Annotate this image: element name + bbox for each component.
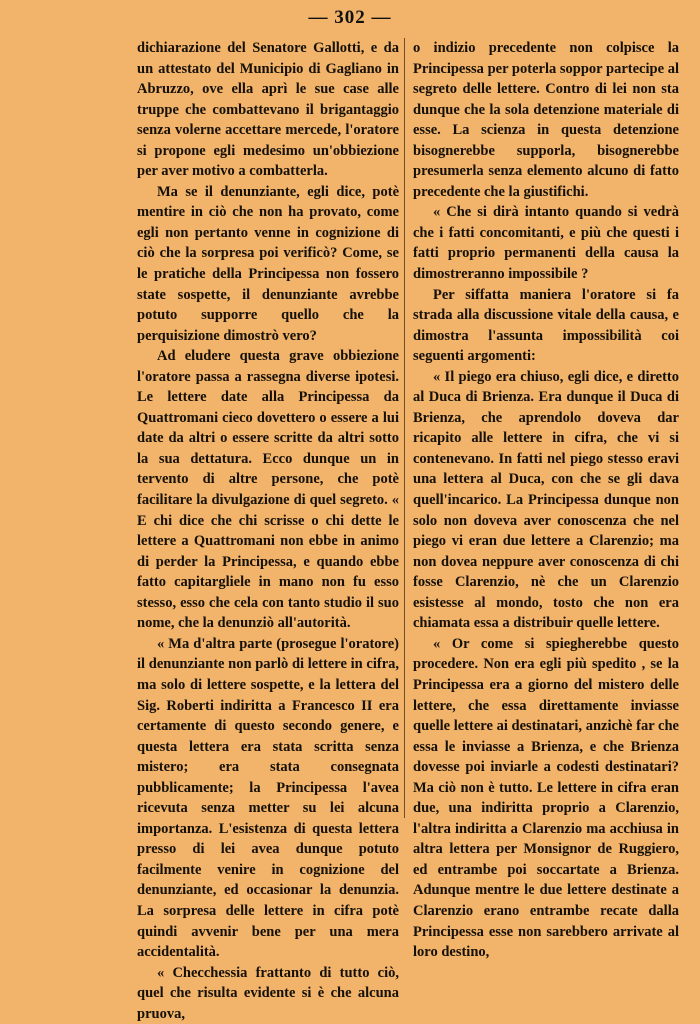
right-column bbox=[413, 38, 679, 963]
left-column bbox=[137, 38, 399, 1024]
right-paragraph-3: Per siffatta maniera l'oratore si fa strada alla discussione vitale della causa, e dimostra l'assunta impossibilità coi seguenti argomenti: bbox=[413, 286, 679, 365]
page-number: — 302 — bbox=[308, 7, 392, 28]
left-paragraph-2: Ma se il denunziante, egli dice, potè mentire in ciò che non ha provato, come egli non pertanto venne in cognizione di ciò che la sorpresa poi verificò? Come, se le pratiche della Principessa non fossero state sospette, il denunziante avrebbe potuto supporre quello che la perquisizione dimostrò vero? bbox=[137, 183, 399, 344]
left-paragraph-4: « Ma d'altra parte (prosegue l'oratore) il denunziante non parlò di lettere in cifra, ma solo di lettere sospette, e la lettera del Sig. Roberti indiritta a Francesco II era certamente di questo secondo genere, e questa lettera era stata scritta senza mistero; era stata consegnata pubblicamente; la Principessa l'avea ricevuta senza metter su lei alcuna importanza. L'esistenza di questa lettera presso di lei avea dunque potuto facilmente venire in cognizione del denunziante, ed occasionar la denunzia. La sorpresa delle lettere in cifra potè quindi avvenir bene per una mera accidentalità. bbox=[137, 635, 399, 961]
left-paragraph-3: Ad eludere questa grave obbiezione l'oratore passa a rassegna diverse ipotesi. Le lettere date alla Principessa da Quattromani cieco dovettero o essere a lui date da altri o essere scritte da altri sotto la sua dettatura. Ecco dunque un in tervento di altre persone, che potè facilitare la divulgazione di quel segreto. « E chi dice che chi scrisse o chi dette le lettere a Quattromani non ebbe in animo di perder la Principessa, e quando ebbe fatto capitargliele in mano non fu esso stesso, esso che cela con tanto studio il suo nome, che la denunziò all'autorità. bbox=[137, 348, 399, 632]
left-paragraph-5: « Checchessia frattanto di tutto ciò, quel che risulta evidente si è che alcuna pruova, bbox=[137, 964, 399, 1022]
left-paragraph-1: dichiarazione del Senatore Gallotti, e da un attestato del Municipio di Gagliano in Abruzzo, ove ella aprì le sue case alle truppe che combattevano il brigantaggio senza volerne accettare mercede, l'oratore si propone egli medesimo un'obbiezione per aver motivo a combatterla. bbox=[137, 40, 399, 180]
column-divider bbox=[404, 38, 405, 818]
right-paragraph-1: o indizio precedente non colpisce la Principessa per poterla soppor partecipe al segreto delle lettere. Contro di lei non sta dunque che la sola detenzione materiale di esse. La scienza in questa detenzione bisognerebbe supporla, bisognerebbe presumerla senza elemento alcuno di fatto precedente che la giustifichi. bbox=[413, 40, 679, 200]
right-paragraph-4: « Il piego era chiuso, egli dice, e diretto al Duca di Brienza. Era dunque il Duca di Brienza, che aprendolo doveva dar ricapito alle lettere in cifra, che vi si contenevano. In fatti nel piego stesso eravi una lettera al Duca, con che se gli dava quell'incarico. La Principessa dunque non solo non doveva aver conoscenza che nel piego vi eran due lettere a Clarenzio; ma non dovea neppure aver conoscenza di chi fosse Clarenzio, nè che un Clarenzio esistesse al mondo, tosto che non era chiamata essa a distribuir quelle lettere. bbox=[413, 368, 679, 632]
right-paragraph-5: « Or come si spiegherebbe questo procedere. Non era egli più spedito , se la Principessa era a giorno del mistero delle lettere, che essa direttamente inviasse quelle lettere ai destinatari, anzichè far che essa le inviasse a Brienza, e che Brienza dovesse poi inviarle a codesti destinatari? Ma ciò non è tutto. Le lettere in cifra eran due, una indiritta proprio a Clarenzio, l'altra indiritta a Clarenzio ma acchiusa in altra lettera per Monsignor de Ruggiero, ed entrambe poi soccartate a Brienza. Adunque mentre le due lettere destinate a Clarenzio erano entrambe recate dalla Principessa esse non sarebbero arrivate al loro destino, bbox=[413, 635, 679, 961]
right-paragraph-2: « Che si dirà intanto quando si vedrà che i fatti concomitanti, e più che questi i fatti proprio permanenti della causa la dimostreranno impossibile ? bbox=[413, 204, 679, 283]
